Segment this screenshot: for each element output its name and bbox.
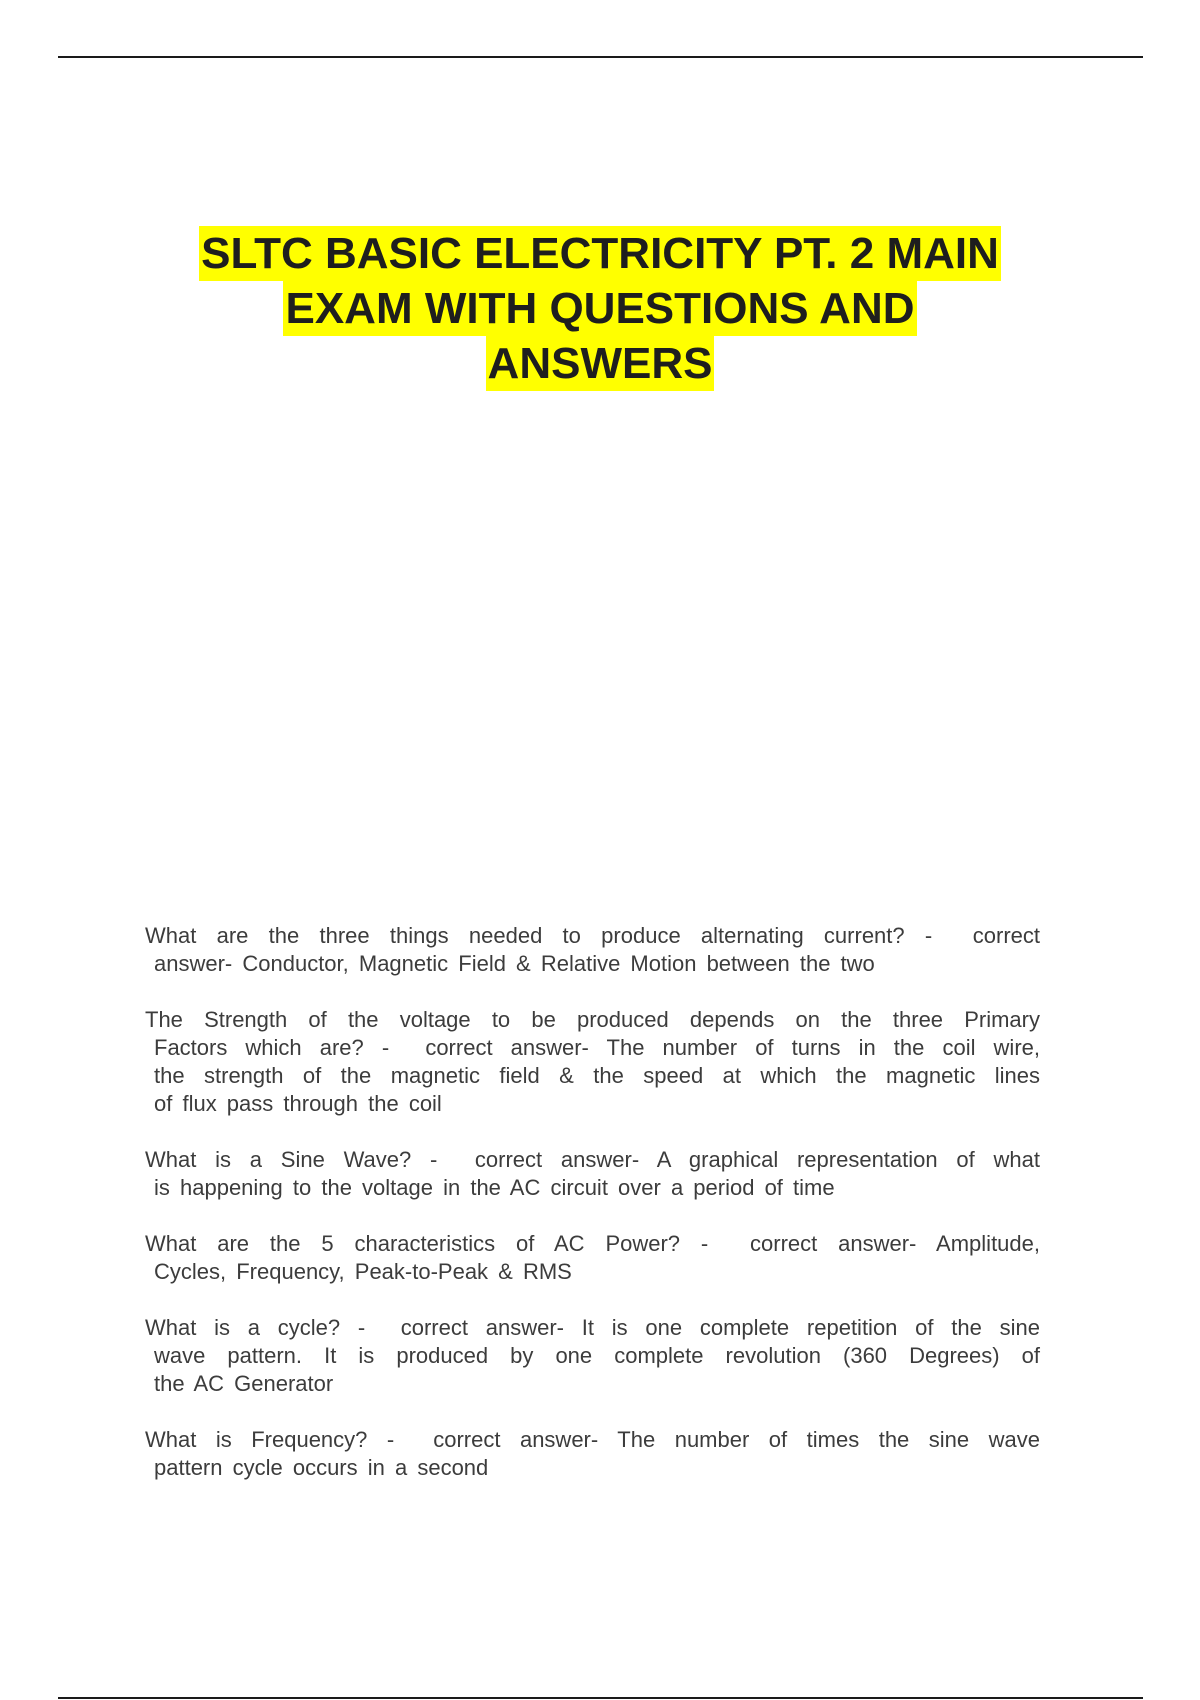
- qa-line: What is a cycle? - correct answer- It is one complete repetition of the sine: [145, 1315, 1040, 1340]
- qa-list: [145, 922, 1040, 1510]
- qa-line: What are the 5 characteristics of AC Power? - correct answer- Amplitude,: [145, 1231, 1040, 1256]
- title-line: ANSWERS: [486, 336, 715, 391]
- qa-line: answer- Conductor, Magnetic Field & Relative Motion between the two: [154, 951, 875, 976]
- qa-item: [145, 922, 1040, 978]
- qa-item: [145, 1230, 1040, 1286]
- qa-line: Factors which are? - correct answer- The number of turns in the coil wire,: [154, 1035, 1040, 1060]
- footer-rule: [58, 1697, 1143, 1699]
- qa-line: What is Frequency? - correct answer- The number of times the sine wave: [145, 1427, 1040, 1452]
- qa-line: the AC Generator: [154, 1371, 334, 1396]
- document-title: [100, 226, 1100, 391]
- qa-item: [145, 1146, 1040, 1202]
- qa-item: [145, 1314, 1040, 1398]
- qa-item: [145, 1006, 1040, 1118]
- qa-line: of flux pass through the coil: [154, 1091, 442, 1116]
- title-line: EXAM WITH QUESTIONS AND: [283, 281, 916, 336]
- qa-line: wave pattern. It is produced by one complete revolution (360 Degrees) of: [154, 1343, 1040, 1368]
- qa-line: pattern cycle occurs in a second: [154, 1455, 489, 1480]
- qa-line: is happening to the voltage in the AC circuit over a period of time: [154, 1175, 835, 1200]
- qa-line: What is a Sine Wave? - correct answer- A graphical representation of what: [145, 1147, 1040, 1172]
- qa-line: The Strength of the voltage to be produced depends on the three Primary: [145, 1007, 1040, 1032]
- header-rule: [58, 56, 1143, 58]
- qa-line: What are the three things needed to produce alternating current? - correct: [145, 923, 1040, 948]
- title-line: SLTC BASIC ELECTRICITY PT. 2 MAIN: [199, 226, 1001, 281]
- qa-line: Cycles, Frequency, Peak-to-Peak & RMS: [154, 1259, 572, 1284]
- qa-item: [145, 1426, 1040, 1482]
- qa-line: the strength of the magnetic field & the speed at which the magnetic lines: [154, 1063, 1040, 1088]
